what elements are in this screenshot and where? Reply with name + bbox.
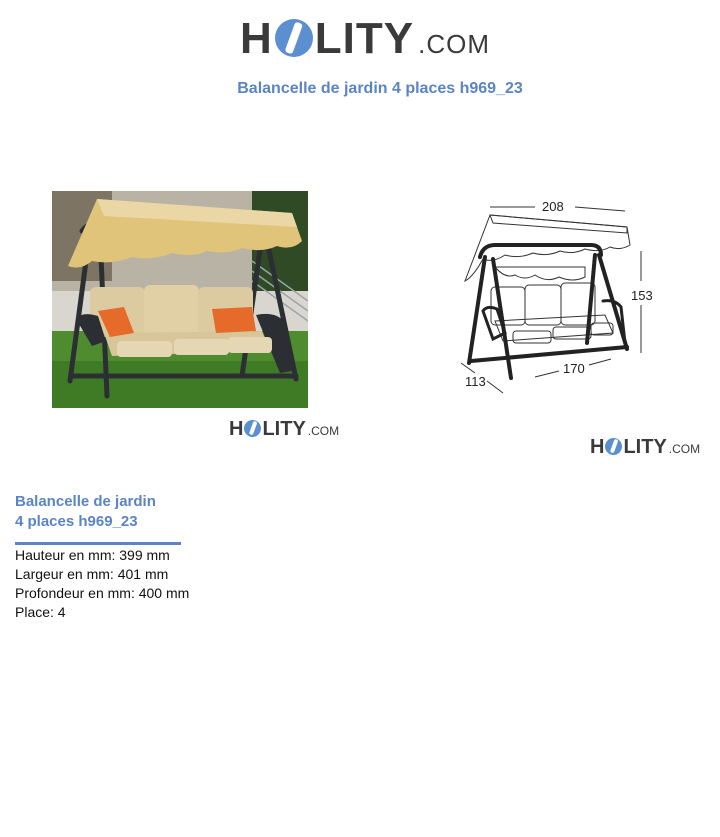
brand-name-right: LITY [314,14,415,63]
brand-name-right: LITY [262,418,306,440]
spec-width: Largeur en mm: 401 mm [15,566,169,582]
dim-depth-label: 113 [465,374,486,389]
heading-divider [15,542,181,545]
dim-width-label: 208 [542,199,564,214]
product-heading-line2: 4 places h969_23 [15,513,138,530]
spec-depth: Profondeur en mm: 400 mm [15,585,190,601]
brand-o-icon [605,438,622,455]
brand-name-right: LITY [623,436,667,458]
brand-suffix: .COM [418,29,490,59]
photo-logo [229,418,339,441]
spec-list [15,546,189,622]
dim-seat-label: 170 [563,361,585,376]
product-heading-line1: Balancelle de jardin [15,493,156,510]
brand-suffix: .COM [668,442,701,456]
product-heading [15,492,156,532]
dimension-drawing [455,193,665,403]
brand-suffix: .COM [307,424,340,438]
drawing-logo [590,436,700,459]
spec-height: Hauteur en mm: 399 mm [15,547,170,563]
brand-name-left: H [590,436,605,458]
spec-places: Place: 4 [15,604,66,620]
dim-height-label: 153 [631,288,653,303]
brand-name-left: H [229,418,244,440]
brand-o-icon [275,19,313,57]
brand-logo [240,14,490,64]
brand-name-left: H [240,14,273,63]
product-photo [52,191,308,408]
brand-o-icon [244,420,261,437]
page-title: Balancelle de jardin 4 places h969_23 [237,80,523,97]
